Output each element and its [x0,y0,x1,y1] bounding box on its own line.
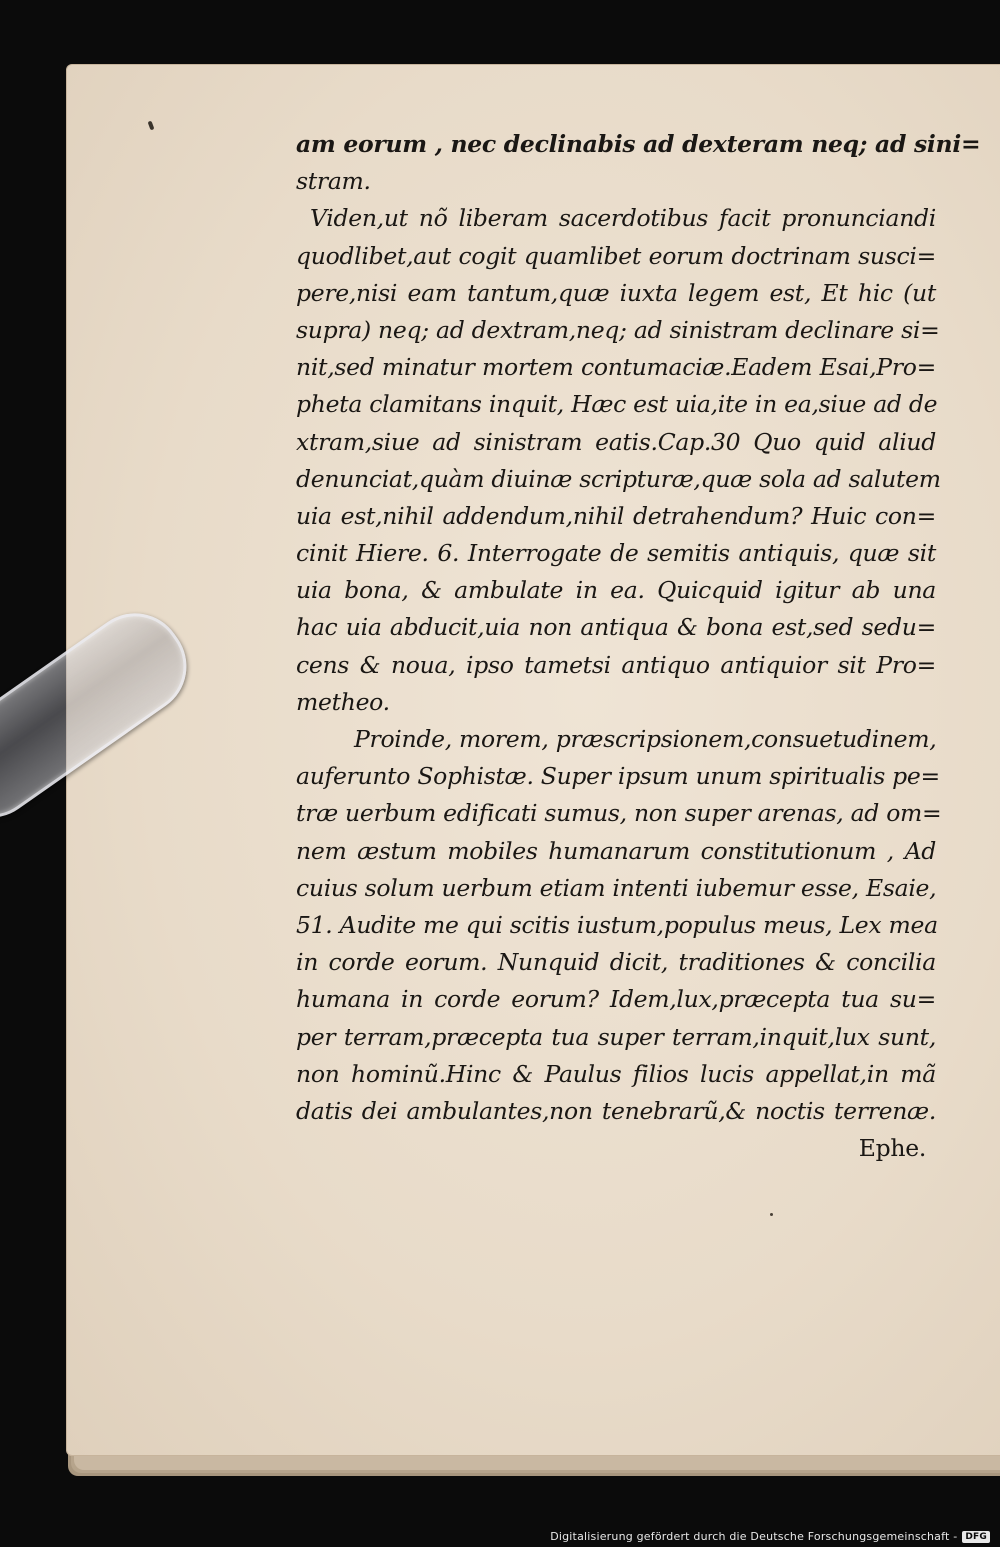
text-line: Proinde, morem, præscripsionem,consuetudinem, [354,725,937,753]
digitization-credit [550,1530,990,1543]
text-line: in corde eorum. Nunquid dicit, traditiones & concilia [296,948,936,977]
text-line: non hominũ.Hinc & Paulus filios lucis appellat,in mã [296,1059,936,1088]
text-line: pheta clamitans inquit, Hæc est uia,ite in ea,siue ad de [296,390,938,419]
text-line: stram. [296,167,371,196]
text-line: am eorum , nec declinabis ad dexteram neq; ad sini= [296,130,981,158]
text-line: nem æstum mobiles humanarum constitutionum , Ad [296,836,936,865]
text-line: hac uia abducit,uia non antiqua & bona est,sed sedu= [296,613,936,642]
text-line: per terram,præcepta tua super terram,inquit,lux sunt, [296,1022,936,1051]
text-line: uia bona, & ambulate in ea. Quicquid igitur ab una [296,576,936,605]
text-line: supra) neq; ad dextram,neq; ad sinistram declinare si= [296,315,940,344]
credit-text: Digitalisierung gefördert durch die Deutsche Forschungsgemeinschaft - [550,1530,958,1543]
text-line: auferunto Sophistæ. Super ipsum unum spiritualis pe= [296,762,940,791]
text-line: nit,sed minatur mortem contumaciæ.Eadem Esai,Pro= [296,353,936,382]
text-line: uia est,nihil addendum,nihil detrahendum? Huic con= [296,501,936,530]
page-text-block [296,126,981,1167]
dfg-logo-icon: DFG [962,1531,990,1543]
text-line: Viden,ut nõ liberam sacerdotibus facit pronunciandi [310,204,936,233]
paper-speck [770,1213,773,1216]
text-line: metheo. [296,687,390,716]
text-line: cuius solum uerbum etiam intenti iubemur esse, Esaie, [296,873,937,902]
text-line: cinit Hiere. 6. Interrogate de semitis antiquis, quæ sit [296,539,936,568]
text-line: 51. Audite me qui scitis iustum,populus meus, Lex mea [296,910,938,939]
text-line: træ uerbum edificati sumus, non super arenas, ad om= [296,799,942,828]
text-line: cens & noua, ipso tametsi antiquo antiquior sit Pro= [296,650,936,679]
text-line: pere,nisi eam tantum,quæ iuxta legem est, Et hic (ut [296,278,936,307]
text-line: quodlibet,aut cogit quamlibet eorum doctrinam susci= [296,241,936,270]
text-line: humana in corde eorum? Idem,lux,præcepta tua su= [296,985,936,1014]
catchword: Ephe. [858,1134,926,1163]
text-line: datis dei ambulantes,non tenebrarũ,& noctis terrenæ. [296,1096,936,1125]
text-line: denunciat,quàm diuinæ scripturæ,quæ sola ad salutem [296,464,941,493]
text-line: xtram,siue ad sinistram eatis.Cap.30 Quo quid aliud [296,427,936,456]
